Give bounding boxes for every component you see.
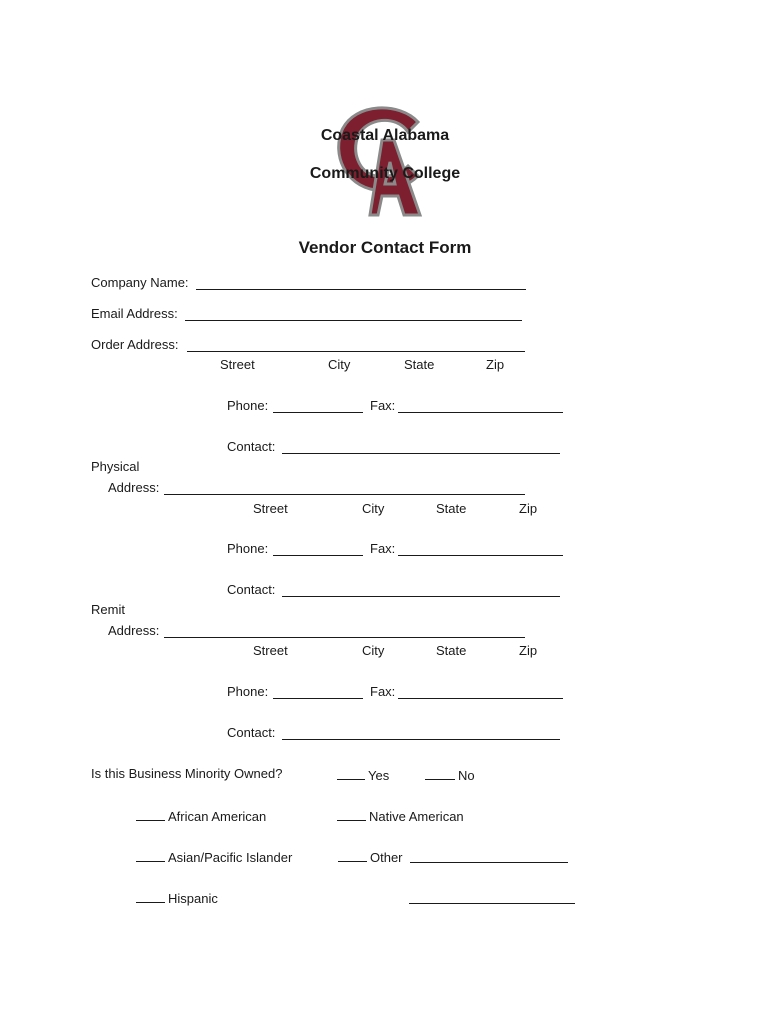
asian-pacific-check-blank[interactable] <box>136 849 165 862</box>
remit-phone-label: Phone: <box>227 684 269 699</box>
college-name-line2: Community College <box>309 165 461 182</box>
remit-zip-sublabel: Zip <box>519 643 538 658</box>
college-logo <box>330 100 430 220</box>
physical-address-label: Address: <box>108 480 160 495</box>
order-zip-sublabel: Zip <box>486 357 505 372</box>
physical-phone-label: Phone: <box>227 541 269 556</box>
remit-state-sublabel: State <box>436 643 467 658</box>
physical-label: Physical <box>91 459 140 474</box>
remit-city-sublabel: City <box>362 643 385 658</box>
minority-yes-option[interactable] <box>337 767 389 782</box>
order-city-sublabel: City <box>328 357 351 372</box>
physical-fax-label: Fax: <box>370 541 396 556</box>
order-phone-label: Phone: <box>227 398 269 413</box>
hispanic-option[interactable] <box>136 890 218 905</box>
order-fax-label: Fax: <box>370 398 396 413</box>
minority-question: Is this Business Minority Owned? <box>91 766 283 781</box>
minority-no-option[interactable] <box>425 767 475 782</box>
college-name-line1: Coastal Alabama <box>320 127 450 144</box>
african-american-label: African American <box>168 809 267 824</box>
order-phone-field[interactable] <box>273 412 363 413</box>
other-specify-field[interactable] <box>410 862 568 863</box>
order-address-field[interactable] <box>187 351 525 352</box>
physical-contact-field[interactable] <box>282 596 560 597</box>
remit-address-field[interactable] <box>164 637 525 638</box>
remit-address-label: Address: <box>108 623 160 638</box>
native-american-check-blank[interactable] <box>337 808 366 821</box>
asian-pacific-label: Asian/Pacific Islander <box>168 850 293 865</box>
company-name-field[interactable] <box>196 289 526 290</box>
remit-fax-label: Fax: <box>370 684 396 699</box>
email-address-field[interactable] <box>185 320 522 321</box>
hispanic-check-blank[interactable] <box>136 890 165 903</box>
order-state-sublabel: State <box>404 357 435 372</box>
physical-state-sublabel: State <box>436 501 467 516</box>
african-american-option[interactable] <box>136 808 266 823</box>
african-american-check-blank[interactable] <box>136 808 165 821</box>
yes-check-blank[interactable] <box>337 767 365 780</box>
remit-street-sublabel: Street <box>253 643 288 658</box>
remit-contact-field[interactable] <box>282 739 560 740</box>
native-american-label: Native American <box>369 809 464 824</box>
remit-label: Remit <box>91 602 125 617</box>
native-american-option[interactable] <box>337 808 464 823</box>
order-contact-label: Contact: <box>227 439 276 454</box>
remit-phone-field[interactable] <box>273 698 363 699</box>
physical-fax-field[interactable] <box>398 555 563 556</box>
remit-contact-label: Contact: <box>227 725 276 740</box>
other-check-blank[interactable] <box>338 849 367 862</box>
company-name-label: Company Name: <box>91 275 189 290</box>
physical-zip-sublabel: Zip <box>519 501 538 516</box>
remit-fax-field[interactable] <box>398 698 563 699</box>
email-address-label: Email Address: <box>91 306 178 321</box>
physical-address-field[interactable] <box>164 494 525 495</box>
physical-city-sublabel: City <box>362 501 385 516</box>
no-label: No <box>458 768 475 783</box>
order-street-sublabel: Street <box>220 357 255 372</box>
ca-monogram-icon <box>330 100 430 220</box>
order-fax-field[interactable] <box>398 412 563 413</box>
form-title: Vendor Contact Form <box>298 238 472 257</box>
no-check-blank[interactable] <box>425 767 455 780</box>
physical-contact-label: Contact: <box>227 582 276 597</box>
order-address-label: Order Address: <box>91 337 179 352</box>
physical-phone-field[interactable] <box>273 555 363 556</box>
other-option[interactable] <box>338 849 403 864</box>
physical-street-sublabel: Street <box>253 501 288 516</box>
hispanic-label: Hispanic <box>168 891 218 906</box>
asian-pacific-option[interactable] <box>136 849 292 864</box>
other-specify-field-2[interactable] <box>409 903 575 904</box>
other-label: Other <box>370 850 403 865</box>
yes-label: Yes <box>368 768 390 783</box>
order-contact-field[interactable] <box>282 453 560 454</box>
